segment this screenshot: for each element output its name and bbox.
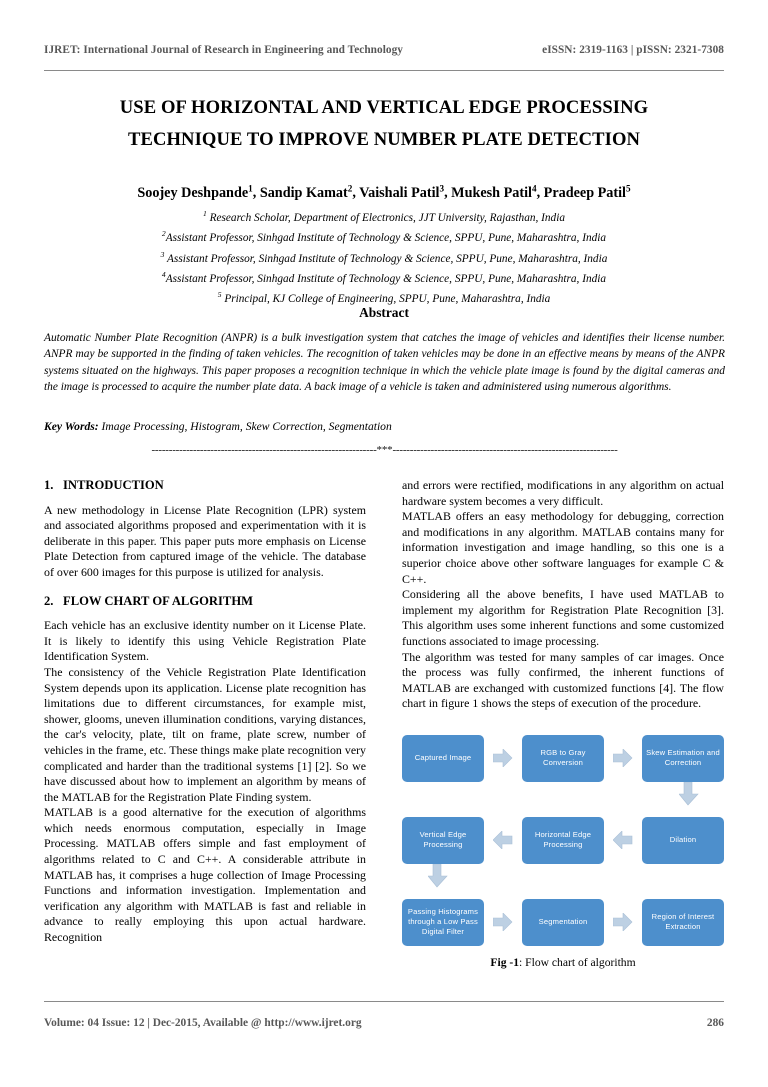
issn-numbers: eISSN: 2319-1163 | pISSN: 2321-7308: [542, 44, 724, 56]
paragraph: The algorithm was tested for many samples of car images. Once the process was fully confirmed, the inherent functions of MATLAB are exchanged with customized functions [4]. The flow chart in figure 1 shows the steps of execution of the procedure.: [402, 649, 724, 711]
affil-marker: 2: [161, 229, 166, 239]
flow-box-segmentation: Segmentation: [522, 899, 604, 946]
arrow-down-icon: [679, 782, 701, 808]
keywords-value: Image Processing, Histogram, Skew Correction, Segmentation: [101, 420, 392, 433]
affiliation-item: [54, 206, 714, 226]
right-column: [402, 478, 724, 712]
page-footer: [44, 1017, 724, 1029]
page-number: 286: [706, 1017, 724, 1029]
spacer: [44, 581, 366, 594]
author-affil-marker: 3: [439, 183, 445, 193]
volume-info: Volume: 04 Issue: 12 | Dec-2015, Available @ http://www.ijret.org: [44, 1017, 362, 1029]
section-separator: -----------------------------------------------------------------***-----------------------------------------------------------------: [151, 444, 618, 456]
abstract-heading: Abstract: [359, 305, 409, 320]
author-name: Vaishali Patil$^3$: [359, 183, 445, 201]
running-header: [44, 44, 724, 56]
section-heading-flowchart: [44, 594, 366, 610]
affiliation-list: [54, 206, 714, 308]
affiliation-text: Assistant Professor, Sinhgad Institute of Technology & Science, SPPU, Pune, Maharashtra, India: [165, 232, 607, 245]
section-title: INTRODUCTION: [63, 478, 164, 492]
author-affil-marker: 5: [626, 183, 631, 193]
journal-name: IJRET: International Journal of Research in Engineering and Technology: [44, 44, 403, 56]
keywords-label: Key Words:: [44, 420, 99, 433]
arrow-left-icon: [484, 831, 522, 849]
figure-caption-text: : Flow chart of algorithm: [519, 956, 636, 969]
affiliation-item: [54, 247, 714, 267]
author-affil-marker: 2: [347, 183, 353, 193]
paragraph: Each vehicle has an exclusive identity number on it License Plate. It is likely to identify this using Vehicle Registration Plate Identification System.: [44, 618, 366, 664]
figure-caption: [402, 956, 724, 969]
paragraph: A new methodology in License Plate Recognition (LPR) system and associated algorithms proposed and experimentation with it is deliberate in this paper. This paper puts more emphasis on License Plate Detection from captured image of the vehicle. The database of over 600 images for this purpose is utilized for analysis.: [44, 502, 366, 579]
flowchart-row-2: [402, 816, 724, 864]
flow-box-dilation: Dilation: [642, 817, 724, 864]
arrow-right-icon: [484, 749, 522, 767]
left-column: [44, 478, 366, 946]
affiliation-text: Research Scholar, Department of Electronics, JJT University, Rajasthan, India: [209, 211, 565, 224]
arrow-down-icon: [428, 864, 450, 890]
affil-marker: 3: [160, 249, 165, 259]
abstract-body: Automatic Number Plate Recognition (ANPR) is a bulk investigation system that catches the image of vehicles and identifies their license number. ANPR may be supported in the finding of taken vehicles. The recognition of taken vehicles may be done in an effective means by means of the ANPR systems situated on the highways. This paper proposes a recognition technique in which the vehicle plate image is found by the digital cameras and the image is processed to acquire the number plate data. A back image of a vehicle is taken and administered using numerous algorithms.: [44, 332, 725, 394]
flow-box-horizontal-edge-processing: Horizontal Edge Processing: [522, 817, 604, 864]
header-divider: [44, 70, 724, 71]
paragraph: and errors were rectified, modifications in any algorithm on actual hardware system becomes a very difficult.: [402, 478, 724, 508]
flow-box-vertical-edge-processing: Vertical Edge Processing: [402, 817, 484, 864]
section-heading-introduction: [44, 478, 366, 494]
flow-box-rgb-to-gray: RGB to Gray Conversion: [522, 735, 604, 782]
footer-divider: [44, 1001, 724, 1002]
author-affil-marker: 4: [531, 183, 537, 193]
section-title: FLOW CHART OF ALGORITHM: [63, 593, 253, 608]
flowchart-row-3: [402, 898, 724, 946]
affil-marker: 4: [161, 270, 166, 280]
figure-label: Fig -1: [490, 956, 520, 969]
section-number: 2.: [44, 593, 54, 608]
arrow-right-icon: [604, 749, 642, 767]
affiliation-text: Assistant Professor, Sinhgad Institute of Technology & Science, SPPU, Pune, Maharashtra, India: [165, 272, 607, 285]
author-name: Soojey Deshpande$^1$: [137, 183, 253, 201]
keywords: [44, 419, 725, 435]
title-line-2: TECHNIQUE TO IMPROVE NUMBER PLATE DETECTION: [127, 129, 641, 150]
affiliation-text: Principal, KJ College of Engineering, SPPU, Pune, Maharashtra, India: [224, 293, 551, 306]
affiliation-text: Assistant Professor, Sinhgad Institute of Technology & Science, SPPU, Pune, Maharashtra, India: [167, 252, 608, 265]
author-name: Mukesh Patil$^4$: [451, 183, 537, 201]
flowchart-row-1: [402, 734, 724, 782]
author-name: Pradeep Patil$^5$: [543, 183, 631, 201]
author-name: Sandip Kamat$^2$: [259, 183, 353, 201]
section-number: 1.: [44, 478, 54, 492]
paragraph: MATLAB offers an easy methodology for debugging, correction and modifications in any algorithm. MATLAB contains many for information investigation and image handling, so this one is a superior choice above other software languages for example C & C++.: [402, 509, 724, 586]
flow-box-skew-estimation: Skew Estimation and Correction: [642, 735, 724, 782]
flowchart-figure: [402, 726, 724, 954]
affil-marker: 1: [202, 209, 207, 218]
author-affil-marker: 1: [248, 183, 253, 193]
author-list: Soojey Deshpande$^1$, Sandip Kamat$^2$, Vaishali Patil$^3$, Mukesh Patil$^4$, Pradeep Patil$^5$: [137, 183, 631, 201]
flow-box-captured-image: Captured Image: [402, 735, 484, 782]
page-title: [64, 92, 704, 156]
affiliation-item: [54, 267, 714, 287]
affil-marker: 5: [217, 290, 222, 300]
arrow-left-icon: [604, 831, 642, 849]
paragraph: Considering all the above benefits, I have used MATLAB to implement my algorithm for Registration Plate Recognition [3]. This algorithm uses some inherent functions and some customized functions associated to image processing.: [402, 587, 724, 648]
paragraph: MATLAB is a good alternative for the execution of algorithms which needs enormous computation, especially in Image Processing. MATLAB offers simple and fast employment of algorithms related to C and C++. A considerable attribute in MATLAB has, it comprises a huge collection of Image Processing Functions and information investigation. Implementation and verification any algorithm with MATLAB is fast and reliable in advance to really employing this upon actual hardware. Recognition: [44, 805, 366, 945]
flow-box-region-of-interest: Region of Interest Extraction: [642, 899, 724, 946]
arrow-right-icon: [484, 913, 522, 931]
paragraph: The consistency of the Vehicle Registration Plate Identification System depends upon its application. License plate recognition has limitations due to different circumstances, for example mist, shower, glooms, uneven illumination conditions, varying distances, the car's velocity, plate, tilt on frame, plate screw, number of vehicles in the frame, etc. These things make plate recognition very complicated and harder than the traditional systems [1] [2]. So we have discussed about how to implement an algorithm by means of the MATLAB for the Registration Plate Finding system.: [44, 664, 366, 804]
affiliation-item: [54, 226, 714, 246]
title-line-1: USE OF HORIZONTAL AND VERTICAL EDGE PROCESSING: [119, 97, 649, 118]
arrow-right-icon: [604, 913, 642, 931]
flow-box-passing-histograms: Passing Histograms through a Low Pass Digital Filter: [402, 899, 484, 946]
